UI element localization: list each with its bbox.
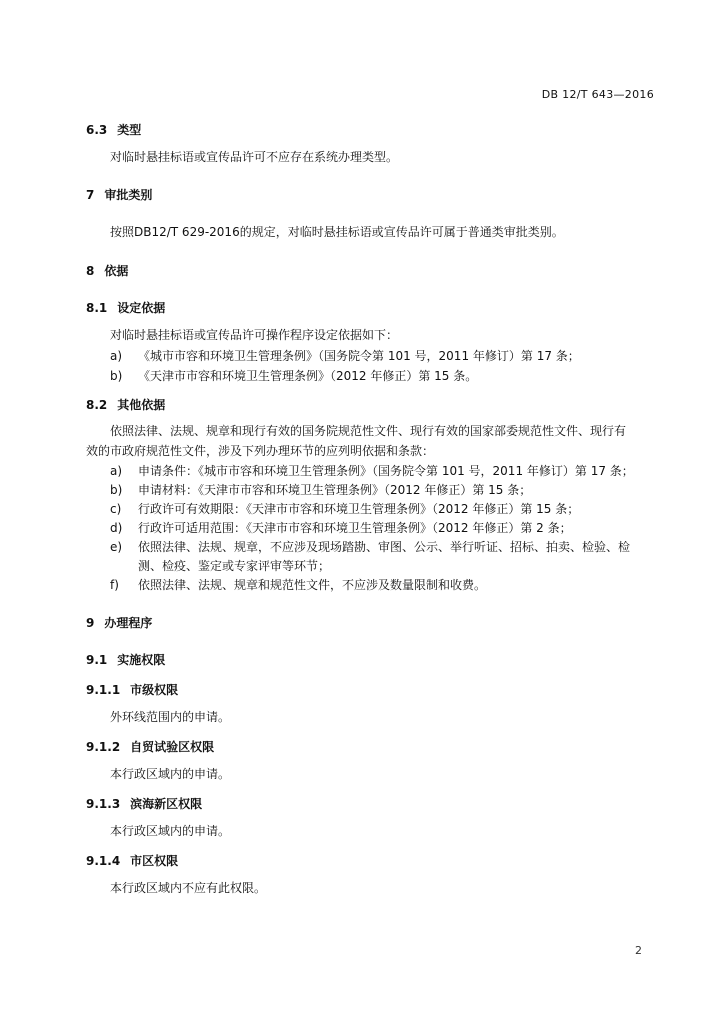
list-item: [110, 538, 630, 555]
list-text: 行政许可适用范围：《天津市市容和环境卫生管理条例》（2012 年修正）第 2 条；: [138, 521, 572, 535]
list-text: 《天津市市容和环境卫生管理条例》（2012 年修正）第 15 条。: [138, 369, 478, 383]
section-number: 9.1.3: [86, 797, 121, 811]
section-title: 自贸试验区权限: [130, 740, 215, 754]
list-mark: b): [110, 369, 123, 383]
list-item: [110, 367, 477, 384]
section-title: 类型: [117, 123, 142, 137]
section-title: 依据: [104, 264, 129, 278]
paragraph-8-2-intro-line2: 效的市政府规范性文件，涉及下列办理环节的应列明依据和条款：: [86, 444, 435, 458]
section-number: 9.1.4: [86, 854, 121, 868]
list-mark: a): [110, 349, 123, 363]
paragraph-7: 按照DB12/T 629-2016的规定，对临时悬挂标语或宣传品许可属于普通类审批类别。: [110, 225, 564, 239]
heading-9-1: [86, 651, 165, 668]
list-mark: a): [110, 464, 123, 478]
section-title: 其他依据: [117, 398, 166, 412]
heading-9-1-4: [86, 852, 178, 869]
list-text: 申请条件：《城市市容和环境卫生管理条例》（国务院令第 101 号，2011 年修订）第 17 条；: [138, 464, 634, 478]
list-item: [110, 500, 579, 517]
list-text: 《城市市容和环境卫生管理条例》（国务院令第 101 号，2011 年修订）第 17 条；: [138, 349, 580, 363]
section-title: 实施权限: [117, 653, 166, 667]
section-number: 8.1: [86, 301, 108, 315]
section-title: 市级权限: [130, 683, 179, 697]
heading-7: [86, 186, 152, 203]
heading-9-1-2: [86, 738, 214, 755]
list-text: 申请材料：《天津市市容和环境卫生管理条例》（2012 年修正）第 15 条；: [138, 483, 532, 497]
list-mark: f): [110, 578, 119, 592]
list-item: [110, 519, 572, 536]
list-mark: b): [110, 483, 123, 497]
list-mark: c): [110, 502, 122, 516]
section-number: 9.1.1: [86, 683, 121, 697]
heading-8-1: [86, 299, 165, 316]
heading-9-1-3: [86, 795, 202, 812]
list-item-continuation: 测、检疫、鉴定或专家评审等环节；: [138, 559, 331, 573]
section-title: 滨海新区权限: [130, 797, 203, 811]
list-text: 行政许可有效期限：《天津市市容和环境卫生管理条例》（2012 年修正）第 15 条；: [138, 502, 580, 516]
section-number: 8.2: [86, 398, 108, 412]
list-mark: d): [110, 521, 123, 535]
list-item: [110, 462, 634, 479]
list-mark: e): [110, 540, 123, 554]
section-title: 办理程序: [104, 616, 153, 630]
paragraph-9-1-1: 外环线范围内的申请。: [110, 710, 231, 724]
heading-6-3: [86, 121, 141, 138]
section-number: 6.3: [86, 123, 108, 137]
section-title: 设定依据: [117, 301, 166, 315]
list-text: 依照法律、法规、规章和规范性文件，不应涉及数量限制和收费。: [138, 578, 487, 592]
section-number: 9: [86, 616, 95, 630]
paragraph-9-1-4: 本行政区域内不应有此权限。: [110, 881, 267, 895]
section-number: 8: [86, 264, 95, 278]
paragraph-8-2-intro-line1: 依照法律、法规、规章和现行有效的国务院规范性文件、现行有效的国家部委规范性文件、现行有: [110, 424, 627, 438]
list-text: 依照法律、法规、规章，不应涉及现场踏勘、审图、公示、举行听证、招标、拍卖、检验、检: [138, 540, 631, 554]
section-title: 市区权限: [130, 854, 179, 868]
paragraph-9-1-3: 本行政区域内的申请。: [110, 824, 231, 838]
paragraph-9-1-2: 本行政区域内的申请。: [110, 767, 231, 781]
heading-8-2: [86, 396, 165, 413]
document-code: DB 12/T 643—2016: [541, 88, 654, 101]
list-item: [110, 481, 531, 498]
section-title: 审批类别: [104, 188, 153, 202]
heading-8: [86, 262, 128, 279]
list-item: [110, 347, 580, 364]
heading-9-1-1: [86, 681, 178, 698]
heading-9: [86, 614, 152, 631]
paragraph-6-3: 对临时悬挂标语或宣传品许可不应存在系统办理类型。: [110, 150, 399, 164]
section-number: 9.1.2: [86, 740, 121, 754]
page-number: 2: [635, 944, 642, 957]
section-number: 9.1: [86, 653, 108, 667]
paragraph-8-1-intro: 对临时悬挂标语或宣传品许可操作程序设定依据如下：: [110, 328, 399, 342]
list-item: [110, 576, 486, 593]
section-number: 7: [86, 188, 95, 202]
